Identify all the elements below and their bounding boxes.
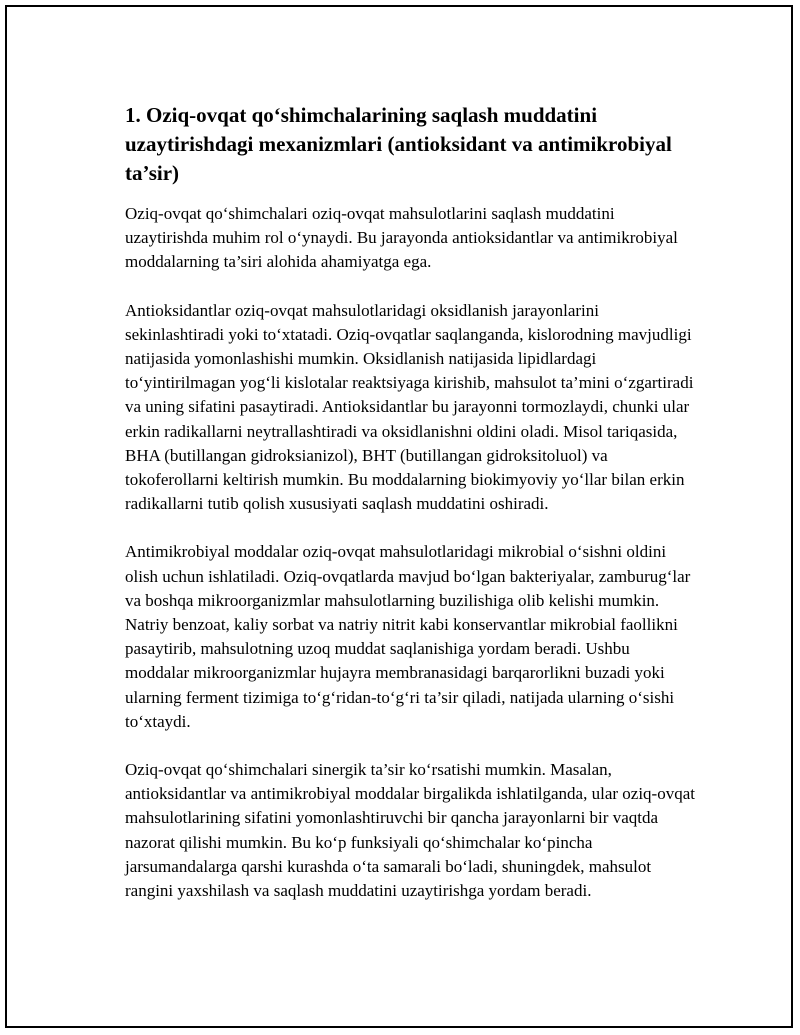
paragraph-antimicrobials: Antimikrobiyal moddalar oziq-ovqat mahsulotlaridagi mikrobial o‘sishni oldini olish uchun ishlatiladi. Oziq-ovqatlarda mavjud bo‘lgan bakteriyalar, zamburug‘lar va boshqa mikroorganizmlar mahsulotlarning buzilishiga olib kelishi mumkin. Natriy benzoat, kaliy sorbat va natriy nitrit kabi konservantlar mikrobial faollikni pasaytirib, mahsulotning uzoq muddat saqlanishiga yordam beradi. Ushbu moddalar mikroorganizmlar hujayra membranasidagi barqarorlikni buzadi yoki ularning ferment tizimiga to‘g‘ridan-to‘g‘ri ta’sir qiladi, natijada ularning o‘sishi to‘xtaydi. [125, 542, 691, 731]
paragraph-antioxidants: Antioksidantlar oziq-ovqat mahsulotlaridagi oksidlanish jarayonlarini sekinlashtiradi yoki to‘xtatadi. Oziq-ovqatlar saqlanganda, kislorodning mavjudligi natijasida yomonlashishi mumkin. Oksidlanish natijasida lipidlardagi to‘yintirilmagan yog‘li kislotalar reaktsiyaga kirishib, mahsulot ta’mini o‘zgartiradi va uning sifatini pasaytiradi. Antioksidantlar bu jarayonni tormozlaydi, chunki ular erkin radikallarni neytrallashtiradi va oksidlanishni oldini oladi. Misol tariqasida, BHA (butillangan gidroksianizol), BHT (butillangan gidroksitoluol) va tokoferollarni keltirish mumkin. Bu moddalarning biokimyoviy yo‘llar bilan erkin radikallarni tutib qolish xususiyati saqlash muddatini oshiradi. [125, 300, 694, 514]
paragraph-intro: Oziq-ovqat qo‘shimchalari oziq-ovqat mahsulotlarini saqlash muddatini uzaytirishda muhim rol o‘ynaydi. Bu jarayonda antioksidantlar va antimikrobiyal moddalarning ta’siri alohida ahamiyatga ega. [125, 204, 678, 272]
paragraph-synergy: Oziq-ovqat qo‘shimchalari sinergik ta’sir ko‘rsatishi mumkin. Masalan, antioksidantlar va antimikrobiyal moddalar birgalikda ishlatilganda, ular oziq-ovqat mahsulotlarining sifatini yomonlashtiruvchi bir qancha jarayonlarni bir vaqtda nazorat qilishi mumkin. Bu ko‘p funksiyali qo‘shimchalar ko‘pincha jarsumandalarga qarshi kurashda o‘ta samarali bo‘ladi, shuningdek, mahsulot rangini yaxshilash va saqlash muddatini uzaytirishga yordam beradi. [125, 760, 695, 901]
document-title: 1. Oziq-ovqat qo‘shimchalarining saqlash muddatini uzaytirishdagi mexanizmlari (antioksidant va antimikrobiyal ta’sir) [125, 103, 672, 185]
document-body [125, 101, 697, 927]
page-frame [5, 5, 793, 1028]
